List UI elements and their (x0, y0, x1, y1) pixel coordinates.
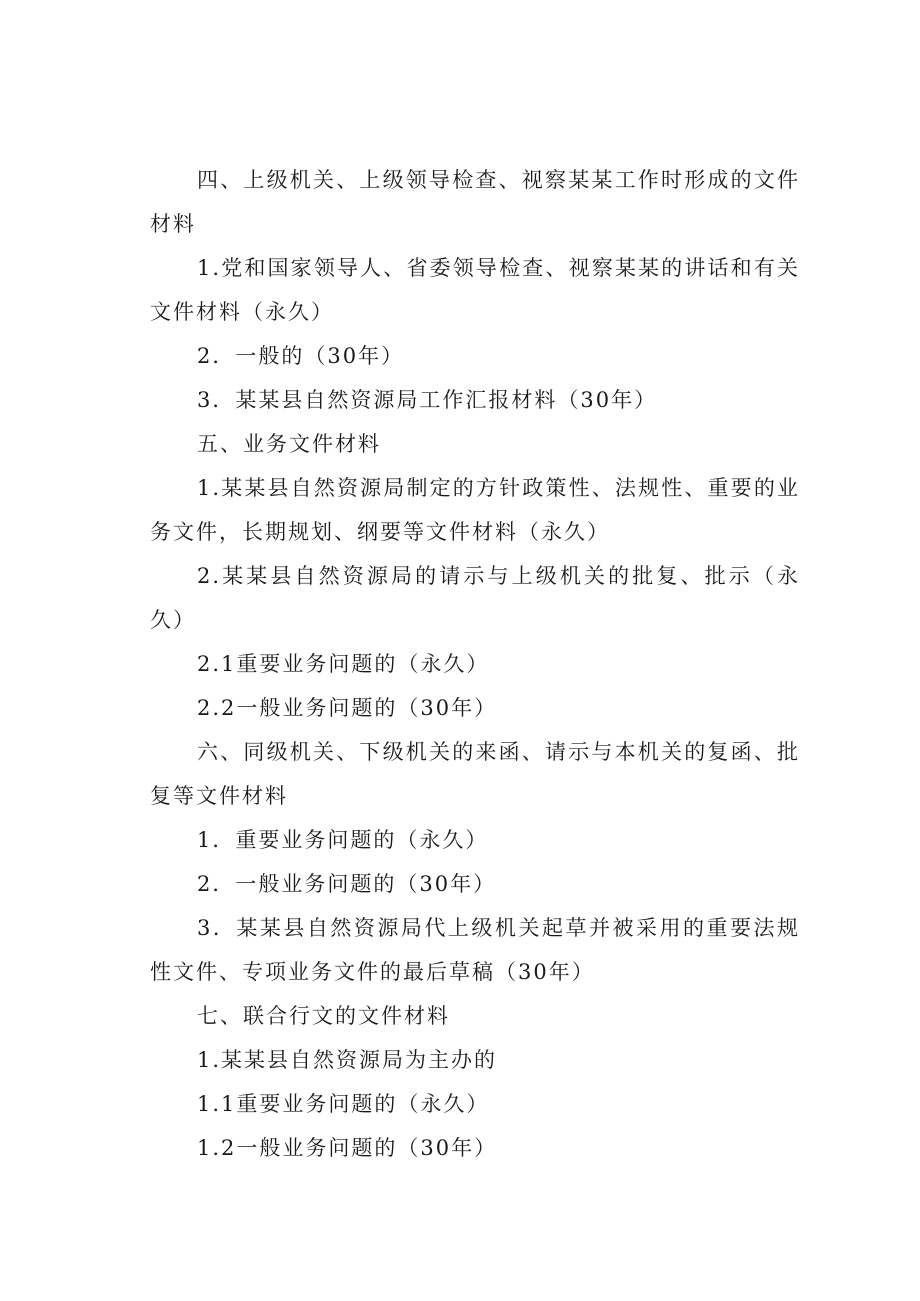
list-item: 1.1重要业务问题的（永久） (197, 1092, 490, 1116)
list-item: 2.1重要业务问题的（永久） (197, 652, 490, 676)
list-item: 1．重要业务问题的（永久） (197, 828, 489, 852)
document-body (150, 158, 800, 1170)
list-item: 2．一般业务问题的（30年） (197, 872, 497, 896)
list-item: 1.2一般业务问题的（30年） (197, 1136, 498, 1160)
list-item: 2．一般的（30年） (197, 344, 405, 368)
section-heading-4: 四、上级机关、上级领导检查、视察某某工作时形成的文件材料 (150, 168, 800, 236)
list-item: 1.某某县自然资源局为主办的 (197, 1048, 498, 1072)
list-item: 1.党和国家领导人、省委领导检查、视察某某的讲话和有关文件材料（永久） (150, 256, 800, 324)
list-item: 3．某某县自然资源局工作汇报材料（30年） (197, 388, 658, 412)
section-heading-6: 六、同级机关、下级机关的来函、请示与本机关的复函、批复等文件材料 (150, 740, 800, 808)
section-heading-7: 七、联合行文的文件材料 (197, 1004, 450, 1028)
section-heading-5: 五、业务文件材料 (197, 432, 381, 456)
list-item: 2.2一般业务问题的（30年） (197, 696, 498, 720)
list-item: 2.某某县自然资源局的请示与上级机关的批复、批示（永久） (150, 564, 800, 632)
list-item: 1.某某县自然资源局制定的方针政策性、法规性、重要的业务文件，长期规划、纲要等文件材料（永久） (150, 476, 800, 544)
list-item: 3．某某县自然资源局代上级机关起草并被采用的重要法规性文件、专项业务文件的最后草稿（30年） (150, 916, 800, 984)
